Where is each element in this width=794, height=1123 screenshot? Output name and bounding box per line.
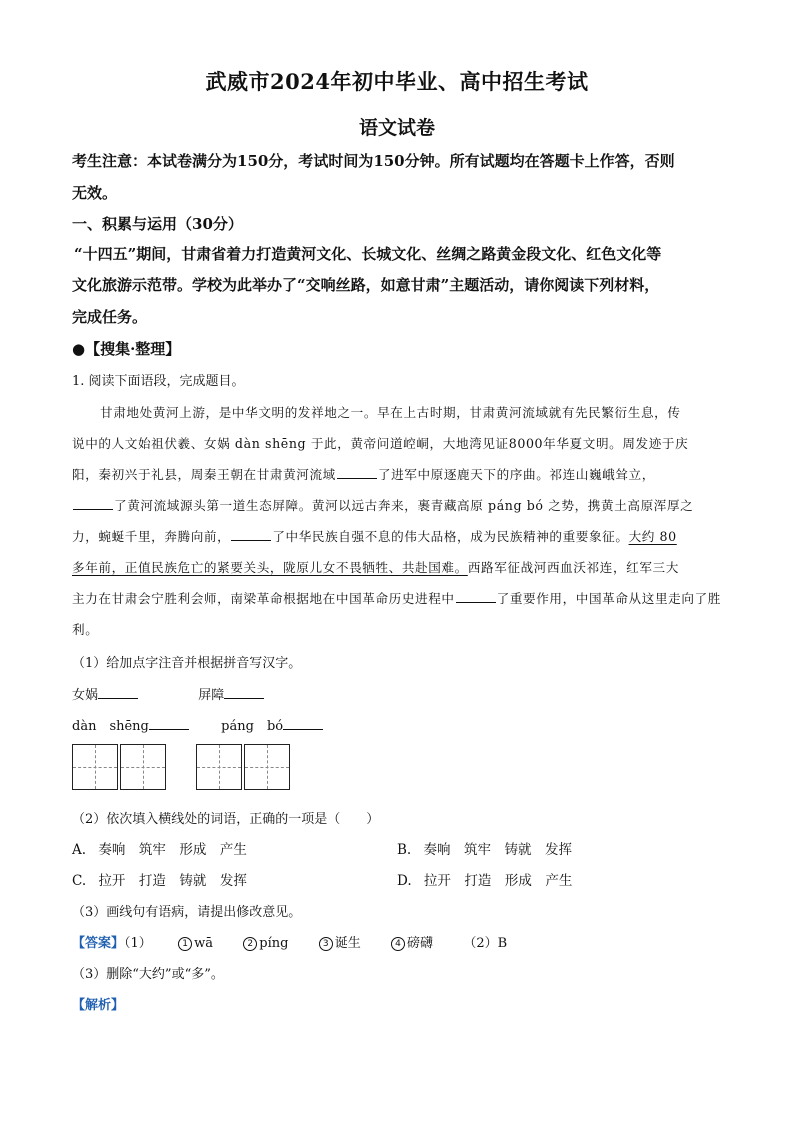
passage-line-6 [72, 557, 722, 576]
notice-line-1: 考生注意：本试卷满分为150分，考试时间为150分钟。所有试题均在答题卡上作答，否则 [72, 152, 675, 170]
answer-item-1: wā [194, 936, 213, 951]
passage-text: 利。 [72, 622, 99, 637]
passage-text: 了重要作用，中国革命从这里走向了胜 [496, 591, 721, 606]
option-b[interactable]: B. 奏响 筑牢 铸就 发挥 [397, 842, 573, 858]
circled-number: 2 [243, 937, 257, 951]
option-a[interactable]: A. 奏响 筑牢 形成 产生 [72, 842, 247, 858]
passage-text: 甘肃地处黄河上游，是中华文明的发祥地之一。早在上古时期，甘肃黄河流域就有先民繁衍生息，传 [100, 405, 681, 420]
option-d[interactable]: D. 拉开 打造 形成 产生 [397, 873, 573, 889]
answer-item-3: 诞生 [334, 936, 361, 951]
question-stem: 1. 阅读下面语段，完成题目。 [72, 374, 245, 389]
passage-line-4 [72, 495, 722, 514]
option-c[interactable]: C. 拉开 打造 铸就 发挥 [72, 873, 247, 889]
pinyin-dansheng: dàn shēng [72, 719, 149, 734]
answer-tag: 【答案】 [72, 936, 125, 951]
passage-text: 说中的人文始祖伏羲、女娲 dàn shēng 于此，黄帝问道崆峒，大地湾见证8000年华夏文明。周发迹于庆 [72, 436, 689, 451]
notice-line-2: 无效。 [72, 184, 118, 202]
analysis-tag: 【解析】 [72, 998, 125, 1013]
passage-line-5 [72, 526, 722, 545]
writing-grid[interactable] [72, 744, 118, 790]
passage-text: 西路军征战河西血沃祁连，红军三大 [467, 560, 679, 575]
word-nuwa: 女娲 [72, 688, 99, 703]
exam-title: 武威市2024年初中毕业、高中招生考试 [205, 69, 589, 94]
answer-part-1-label: （1） [124, 936, 152, 951]
pinyin-blank-2 [283, 717, 323, 730]
sub-question-2: （2）依次填入横线处的词语，正确的一项是（ ） [72, 812, 380, 827]
passage-text: 主力在甘肃会宁胜利会师，南梁革命根据地在中国革命历史进程中 [72, 591, 455, 606]
passage-text: 了进军中原逐鹿天下的序曲。祁连山巍峨耸立， [377, 467, 655, 482]
section-subheading: ●【搜集·整理】 [72, 340, 181, 358]
circled-number: 4 [391, 937, 405, 951]
fill-blank-1 [337, 466, 377, 479]
passage-line-7 [72, 588, 722, 607]
word-pingzhang: 屏障 [198, 688, 225, 703]
passage-line-8 [72, 619, 722, 638]
phonetic-row [72, 684, 722, 703]
fill-blank-4 [456, 590, 496, 603]
pinyin-blank-1 [149, 717, 189, 730]
passage-text: 阳，秦初兴于礼县，周秦王朝在甘肃黄河流域 [72, 467, 336, 482]
intro-line-1: “十四五”期间，甘肃省着力打造黄河文化、长城文化、丝绸之路黄金段文化、红色文化等 [74, 245, 662, 263]
answer-item-4: 磅礴 [407, 936, 434, 951]
answer-item-2: píng [259, 936, 289, 951]
answer-blank-2[interactable] [224, 686, 264, 699]
pinyin-row [72, 715, 722, 734]
underlined-sentence: 多年前，正值民族危亡的紧要关头，陇原儿女不畏牺牲、共赴国难。 [72, 560, 468, 575]
sub-question-3: （3）画线句有语病，请提出修改意见。 [72, 905, 302, 920]
section-heading: 一、积累与运用（30分） [72, 215, 243, 233]
answer-line-2: （3）删除“大约”或“多”。 [72, 967, 224, 982]
sub-question-1: （1）给加点字注音并根据拼音写汉字。 [72, 656, 302, 671]
underlined-sentence-start: 大约 80 [628, 529, 677, 544]
passage-line-2 [72, 433, 722, 452]
answer-part-2: （2）B [463, 936, 508, 951]
circled-number: 3 [319, 937, 333, 951]
circled-number: 1 [178, 937, 192, 951]
writing-grid[interactable] [120, 744, 166, 790]
answer-line-1 [72, 932, 722, 951]
passage-line-1 [100, 402, 720, 421]
passage-text: 力，蜿蜒千里，奔腾向前， [72, 529, 231, 544]
passage-text: 了中华民族自强不息的伟大品格，成为民族精神的重要象征。 [272, 529, 629, 544]
passage-line-3 [72, 464, 722, 483]
intro-line-3: 完成任务。 [72, 308, 148, 326]
answer-blank-1[interactable] [98, 686, 138, 699]
fill-blank-3 [231, 528, 271, 541]
fill-blank-2 [73, 497, 113, 510]
exam-subtitle: 语文试卷 [358, 117, 435, 139]
passage-text: 了黄河流域源头第一道生态屏障。黄河以远古奔来，裹青藏高原 páng bó 之势，携黄土高原浑厚之 [114, 498, 694, 513]
writing-grid[interactable] [196, 744, 242, 790]
pinyin-pangbo: páng bó [221, 719, 284, 734]
intro-line-2: 文化旅游示范带。学校为此举办了“交响丝路，如意甘肃”主题活动，请你阅读下列材料， [72, 276, 660, 294]
writing-grid[interactable] [244, 744, 290, 790]
